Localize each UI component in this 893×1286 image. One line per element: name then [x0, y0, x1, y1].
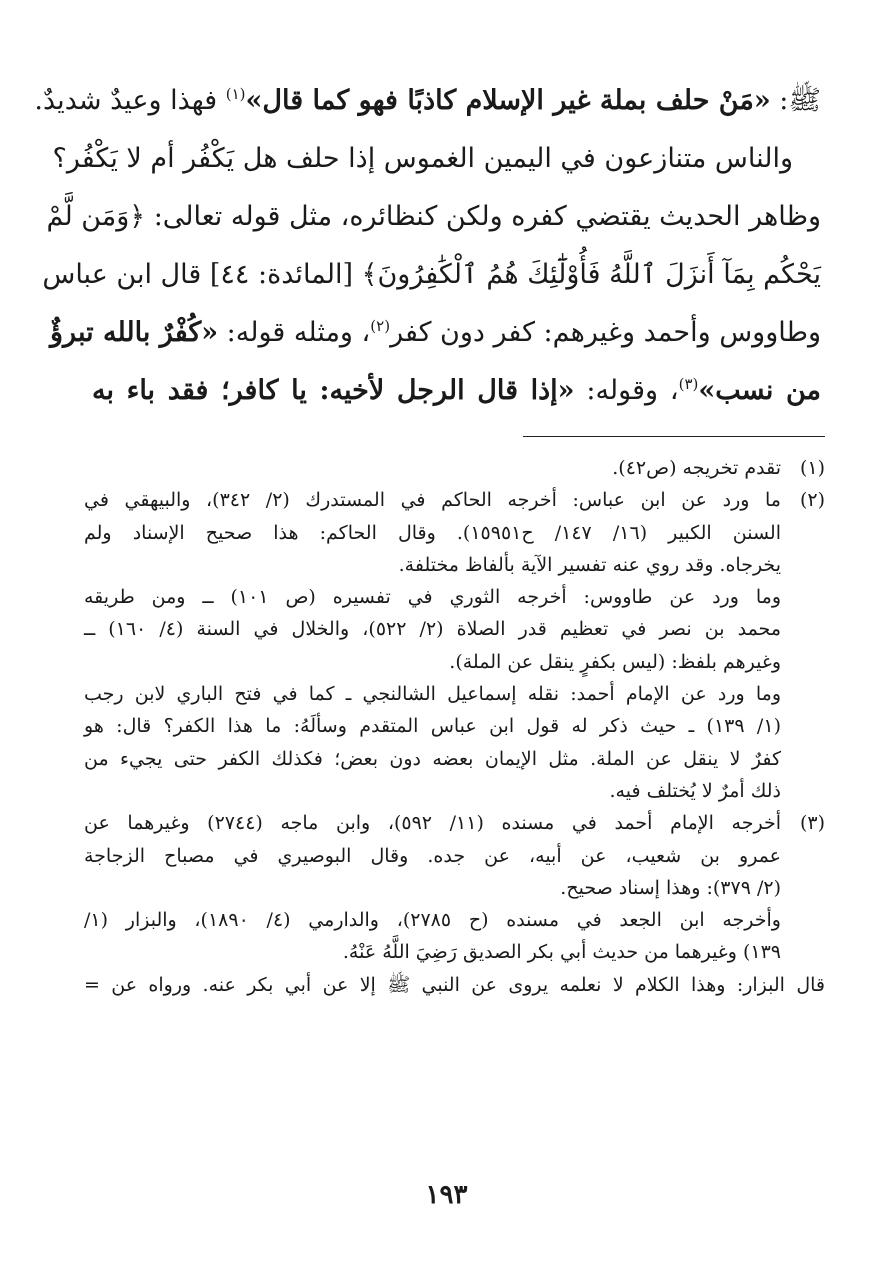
footnote-line: وغيرهم بلفظ: (ليس بكفرٍ ينقل عن الملة).	[449, 650, 781, 673]
hadith-quote: «إذا قال الرجل لأخيه: يا كافر؛ فقد باء به	[92, 375, 575, 406]
footnote-line: عمرو بن شعيب، عن أبيه، عن جده. وقال البوصيري في مصباح الزجاجة	[84, 844, 781, 867]
footnote-3	[84, 807, 825, 968]
footnote-ref-2[interactable]: (٢)	[370, 317, 391, 335]
footnote-line: السنن الكبير (١٦/ ١٤٧/ ح١٥٩٥١). وقال الحاكم: هذا صحيح الإسناد ولم	[84, 521, 781, 544]
main-text	[34, 72, 821, 420]
footnote-line: محمد بن نصر في تعظيم قدر الصلاة (٢/ ٥٢٢)، والخلال في السنة (٤/ ١٦٠) ــ	[84, 618, 781, 641]
footnote-continuation	[84, 969, 825, 1001]
hadith-quote: «مَنْ حلف بملة غير الإسلام كاذبًا فهو كما قال»	[245, 85, 771, 116]
main-line-5: وطاووس وأحمد وغيرهم: كفر دون كفر$^{(٢)}$، ومثله قوله: «كُفْرٌ بالله تبرؤٌ	[50, 317, 821, 348]
footnote-line: ذلك أمرٌ لا يُختلف فيه.	[609, 779, 781, 802]
footnote-divider	[523, 436, 825, 437]
footnote-line: (١/ ١٣٩) ـ حيث ذكر له قول ابن عباس المتقدم وسألَهُ: ما هذا الكفر؟ قال: هو	[84, 715, 781, 738]
main-line-3: وظاهر الحديث يقتضي كفره ولكن كنظائره، مثل قوله تعالى: ﴿وَمَن لَّمْ	[46, 201, 821, 232]
salutation: ﷺ:	[770, 85, 821, 116]
footnote-line: ١٣٩) وغيرهما من حديث أبي بكر الصديق رَضِيَ اللَّهُ عَنْهُ.	[342, 941, 781, 964]
footnote-line: كفرٌ لا ينقل عن الملة. مثل الإيمان بعضه دون بعض؛ فكذلك الكفر حتى يجيء من	[84, 747, 781, 770]
footnote-number: (٣)	[799, 812, 825, 835]
main-line-6: من نسب»$^{(٣)}$، وقوله: «إذا قال الرجل لأخيه: يا كافر؛ فقد باء به	[92, 375, 821, 406]
footnote-line: ما ورد عن ابن عباس: أخرجه الحاكم في المستدرك (٢/ ٣٤٢)، والبيهقي في	[84, 489, 781, 512]
main-line-1: ﷺ: «مَنْ حلف بملة غير الإسلام كاذبًا فهو كما قال»$^{(١)}$ فهذا وعيدٌ شديدٌ.	[34, 85, 821, 116]
footnote-line: قال البزار: وهذا الكلام لا نعلمه يروى عن النبي ﷺ إلا عن أبي بكر عنه. ورواه عن =	[84, 973, 825, 996]
footnote-2	[84, 484, 825, 807]
footnote-number: (١)	[799, 457, 825, 479]
footnote-line: أخرجه الإمام أحمد في مسنده (١١/ ٥٩٢)، وابن ماجه (٢٧٤٤) وغيرهما عن	[84, 812, 781, 835]
footnote-line: وأخرجه ابن الجعد في مسنده (ح ٢٧٨٥)، والدارمي (٤/ ١٨٩٠)، والبزار (١/	[84, 909, 781, 932]
footnote-number: (٢)	[799, 489, 825, 512]
footnote-ref-3[interactable]: (٣)	[678, 375, 699, 393]
footnote-line: (٢/ ٣٧٩): وهذا إسناد صحيح.	[560, 876, 781, 899]
main-line-2: والناس متنازعون في اليمين الغموس إذا حلف هل يَكْفُر أم لا يَكْفُر؟	[52, 143, 793, 174]
footnotes	[84, 452, 825, 1001]
footnote-ref-1[interactable]: (١)	[225, 85, 246, 103]
footnote-line: تقدم تخريجه (ص٤٢).	[612, 457, 781, 479]
hadith-quote: «كُفْرٌ بالله تبرؤٌ	[50, 317, 219, 348]
main-line-4: يَحْكُم بِمَآ أَنزَلَ ٱللَّهُ فَأُوْلَٰٓئِكَ هُمُ ٱلْكَٰفِرُونَ﴾ [المائدة: ٤٤] قال ابن عباس	[42, 259, 821, 290]
page-number: ١٩٣	[425, 1180, 468, 1210]
hadith-quote: من نسب»	[698, 375, 821, 406]
footnote-line: وما ورد عن طاووس: أخرجه الثوري في تفسيره (ص ١٠١) ــ ومن طريقه	[84, 586, 781, 609]
footnote-1	[84, 452, 825, 484]
footnote-line: يخرجاه. وقد روي عنه تفسير الآية بألفاظ مختلفة.	[398, 553, 781, 576]
footnote-line: وما ورد عن الإمام أحمد: نقله إسماعيل الشالنجي ـ كما في فتح الباري لابن رجب	[84, 683, 781, 706]
